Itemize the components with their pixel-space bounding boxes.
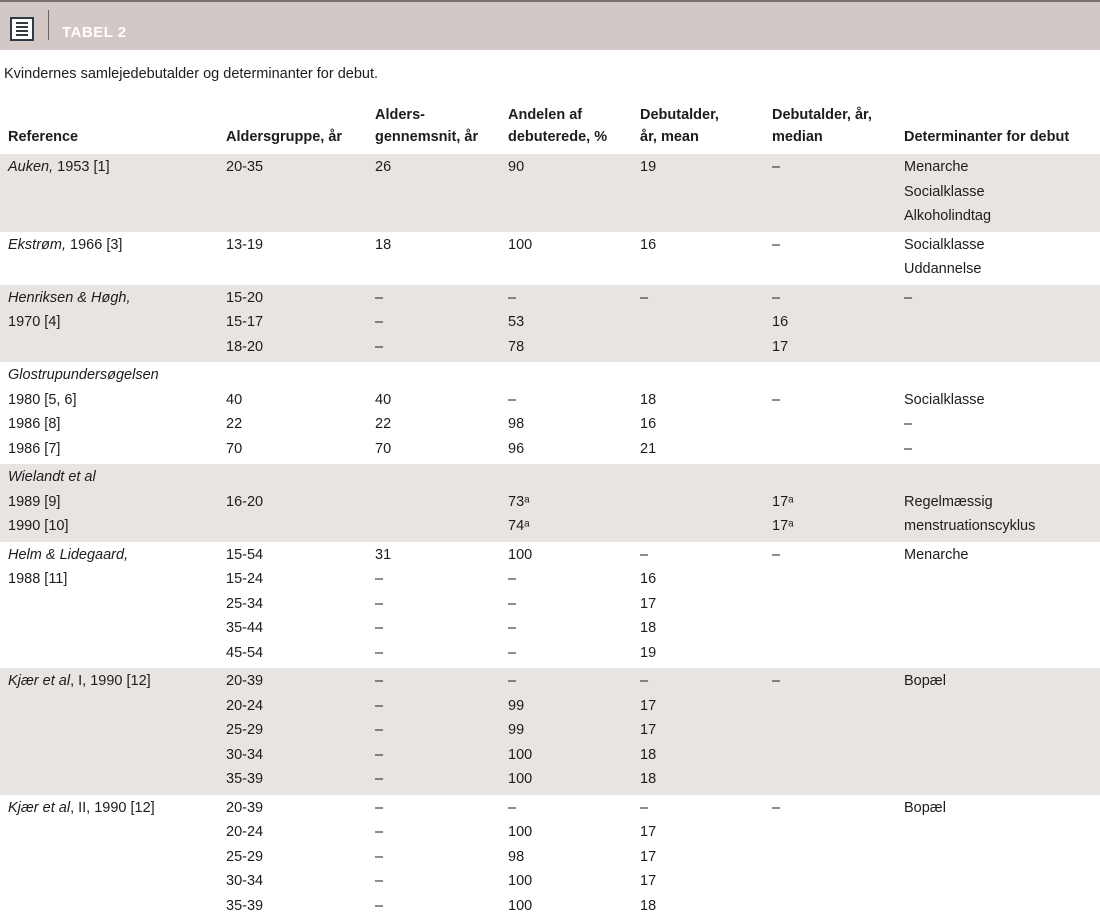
reference-author: Auken, bbox=[8, 159, 53, 175]
age-average-cell: 26 bbox=[375, 156, 391, 178]
reference-citation: 1980 [5, 6] bbox=[8, 392, 77, 408]
determinant-cell: Bopæl bbox=[904, 797, 946, 819]
age-group-cell: 35-39 bbox=[226, 895, 263, 917]
reference-cell bbox=[8, 413, 60, 435]
table-row-group bbox=[0, 285, 1100, 363]
debut-mean-cell: – bbox=[640, 670, 648, 692]
age-average-cell: 31 bbox=[375, 544, 391, 566]
reference-citation: , II, 1990 [12] bbox=[70, 800, 155, 816]
reference-cell bbox=[8, 364, 159, 386]
age-group-cell: 45-54 bbox=[226, 642, 263, 664]
debut-mean-cell: 18 bbox=[640, 895, 656, 917]
determinant-cell: Socialklasse bbox=[904, 234, 985, 256]
reference-cell bbox=[8, 156, 110, 178]
reference-author: Henriksen & Høgh, bbox=[8, 290, 131, 306]
debuted-share-cell: – bbox=[508, 287, 516, 309]
age-group-cell: 25-34 bbox=[226, 593, 263, 615]
table-row-group bbox=[0, 232, 1100, 285]
reference-cell bbox=[8, 670, 151, 692]
debut-median-cell: – bbox=[772, 797, 780, 819]
table-row-group bbox=[0, 542, 1100, 669]
age-average-cell: 40 bbox=[375, 389, 391, 411]
reference-citation: 1953 [1] bbox=[53, 159, 109, 175]
column-header-debut-mean: Debutalder, år, mean bbox=[640, 104, 719, 148]
age-group-cell: 15-54 bbox=[226, 544, 263, 566]
debut-mean-cell: 18 bbox=[640, 389, 656, 411]
age-average-cell: – bbox=[375, 695, 383, 717]
table-caption: Kvindernes samlejedebutalder og determinanter for debut. bbox=[4, 66, 378, 82]
debut-mean-cell: 17 bbox=[640, 593, 656, 615]
debut-mean-cell: 19 bbox=[640, 156, 656, 178]
table-header-bar bbox=[0, 0, 1100, 50]
reference-author: Wielandt et al bbox=[8, 469, 96, 485]
age-group-cell: 25-29 bbox=[226, 719, 263, 741]
age-group-cell: 70 bbox=[226, 438, 242, 460]
debuted-share-cell: 100 bbox=[508, 821, 532, 843]
debuted-share-cell: 99 bbox=[508, 719, 524, 741]
debuted-share-cell: – bbox=[508, 642, 516, 664]
reference-cell bbox=[8, 389, 77, 411]
reference-citation: 1986 [7] bbox=[8, 441, 60, 457]
debut-mean-cell: 17 bbox=[640, 719, 656, 741]
reference-cell bbox=[8, 797, 155, 819]
header-divider bbox=[48, 10, 49, 40]
table-row-group bbox=[0, 362, 1100, 464]
determinant-cell: Menarche bbox=[904, 156, 968, 178]
debut-mean-cell: 18 bbox=[640, 617, 656, 639]
table-row-group bbox=[0, 154, 1100, 232]
determinant-cell: menstruationscyklus bbox=[904, 515, 1035, 537]
reference-author: Kjær et al bbox=[8, 800, 70, 816]
reference-cell bbox=[8, 287, 131, 309]
debuted-share-cell: 100 bbox=[508, 895, 532, 917]
debuted-share-cell: 78 bbox=[508, 336, 524, 358]
reference-author: Glostrupundersøgelsen bbox=[8, 367, 159, 383]
table-row-group bbox=[0, 668, 1100, 795]
debut-median-cell: 16 bbox=[772, 311, 788, 333]
reference-cell bbox=[8, 544, 128, 566]
age-average-cell: – bbox=[375, 617, 383, 639]
debut-mean-cell: 18 bbox=[640, 768, 656, 790]
age-average-cell: – bbox=[375, 797, 383, 819]
reference-cell bbox=[8, 568, 67, 590]
age-group-cell: 35-39 bbox=[226, 768, 263, 790]
debut-median-cell: – bbox=[772, 234, 780, 256]
debuted-share-cell: 100 bbox=[508, 744, 532, 766]
table-title: TABEL 2 bbox=[62, 24, 127, 41]
determinant-cell: Socialklasse bbox=[904, 181, 985, 203]
debuted-share-cell: 98 bbox=[508, 413, 524, 435]
reference-citation: , I, 1990 [12] bbox=[70, 673, 151, 689]
age-group-cell: 20-24 bbox=[226, 695, 263, 717]
age-group-cell: 22 bbox=[226, 413, 242, 435]
determinant-cell: – bbox=[904, 413, 912, 435]
age-group-cell: 40 bbox=[226, 389, 242, 411]
reference-citation: 1988 [11] bbox=[8, 571, 67, 587]
determinant-cell: Alkoholindtag bbox=[904, 205, 991, 227]
age-group-cell: 25-29 bbox=[226, 846, 263, 868]
debuted-share-cell: 100 bbox=[508, 870, 532, 892]
age-average-cell: – bbox=[375, 719, 383, 741]
debut-mean-cell: 18 bbox=[640, 744, 656, 766]
debut-median-cell: – bbox=[772, 156, 780, 178]
age-average-cell: – bbox=[375, 870, 383, 892]
reference-cell bbox=[8, 491, 60, 513]
age-group-cell: 15-20 bbox=[226, 287, 263, 309]
reference-cell bbox=[8, 466, 96, 488]
column-header-reference: Reference bbox=[8, 126, 78, 148]
debut-median-cell: 17ᵃ bbox=[772, 515, 794, 537]
determinant-cell: Uddannelse bbox=[904, 258, 981, 280]
age-average-cell: – bbox=[375, 642, 383, 664]
age-average-cell: – bbox=[375, 287, 383, 309]
debut-mean-cell: 16 bbox=[640, 568, 656, 590]
reference-citation: 1990 [10] bbox=[8, 518, 68, 534]
reference-author: Helm & Lidegaard, bbox=[8, 547, 128, 563]
age-group-cell: 35-44 bbox=[226, 617, 263, 639]
age-group-cell: 20-39 bbox=[226, 670, 263, 692]
age-average-cell: – bbox=[375, 593, 383, 615]
debut-median-cell: – bbox=[772, 544, 780, 566]
age-average-cell: – bbox=[375, 670, 383, 692]
reference-citation: 1970 [4] bbox=[8, 314, 60, 330]
reference-cell bbox=[8, 311, 60, 333]
debut-mean-cell: – bbox=[640, 544, 648, 566]
debuted-share-cell: – bbox=[508, 797, 516, 819]
reference-cell bbox=[8, 234, 122, 256]
debut-mean-cell: 16 bbox=[640, 413, 656, 435]
age-average-cell: – bbox=[375, 821, 383, 843]
age-average-cell: – bbox=[375, 311, 383, 333]
table-row-group bbox=[0, 464, 1100, 542]
debut-median-cell: – bbox=[772, 287, 780, 309]
column-header-debut-median: Debutalder, år, median bbox=[772, 104, 872, 148]
debuted-share-cell: 100 bbox=[508, 234, 532, 256]
debut-mean-cell: 19 bbox=[640, 642, 656, 664]
age-average-cell: – bbox=[375, 846, 383, 868]
age-average-cell: – bbox=[375, 768, 383, 790]
age-group-cell: 15-17 bbox=[226, 311, 263, 333]
reference-cell bbox=[8, 438, 60, 460]
column-header-debuted-share: Andelen af debuterede, % bbox=[508, 104, 607, 148]
debut-mean-cell: – bbox=[640, 287, 648, 309]
debuted-share-cell: 73ᵃ bbox=[508, 491, 530, 513]
debuted-share-cell: 74ᵃ bbox=[508, 515, 530, 537]
debuted-share-cell: – bbox=[508, 617, 516, 639]
debut-mean-cell: – bbox=[640, 797, 648, 819]
debut-mean-cell: 17 bbox=[640, 846, 656, 868]
determinant-cell: Menarche bbox=[904, 544, 968, 566]
age-group-cell: 20-35 bbox=[226, 156, 263, 178]
age-average-cell: 22 bbox=[375, 413, 391, 435]
age-group-cell: 20-24 bbox=[226, 821, 263, 843]
age-group-cell: 20-39 bbox=[226, 797, 263, 819]
debut-mean-cell: 17 bbox=[640, 870, 656, 892]
age-average-cell: 70 bbox=[375, 438, 391, 460]
column-headers bbox=[0, 108, 1100, 152]
age-average-cell: – bbox=[375, 895, 383, 917]
debuted-share-cell: 100 bbox=[508, 544, 532, 566]
debut-mean-cell: 17 bbox=[640, 821, 656, 843]
reference-author: Ekstrøm, bbox=[8, 237, 66, 253]
determinant-cell: Socialklasse bbox=[904, 389, 985, 411]
debuted-share-cell: 90 bbox=[508, 156, 524, 178]
reference-citation: 1989 [9] bbox=[8, 494, 60, 510]
debuted-share-cell: 96 bbox=[508, 438, 524, 460]
age-group-cell: 18-20 bbox=[226, 336, 263, 358]
debut-median-cell: 17ᵃ bbox=[772, 491, 794, 513]
column-header-determinants: Determinanter for debut bbox=[904, 126, 1069, 148]
document-icon bbox=[10, 17, 34, 41]
debut-mean-cell: 21 bbox=[640, 438, 656, 460]
debuted-share-cell: 99 bbox=[508, 695, 524, 717]
age-average-cell: – bbox=[375, 336, 383, 358]
reference-author: Kjær et al bbox=[8, 673, 70, 689]
determinant-cell: – bbox=[904, 287, 912, 309]
reference-citation: 1986 [8] bbox=[8, 416, 60, 432]
age-group-cell: 15-24 bbox=[226, 568, 263, 590]
debuted-share-cell: – bbox=[508, 593, 516, 615]
age-average-cell: – bbox=[375, 568, 383, 590]
debuted-share-cell: 100 bbox=[508, 768, 532, 790]
reference-citation: 1966 [3] bbox=[66, 237, 122, 253]
age-average-cell: – bbox=[375, 744, 383, 766]
column-header-age-group: Aldersgruppe, år bbox=[226, 126, 342, 148]
age-group-cell: 13-19 bbox=[226, 234, 263, 256]
debut-median-cell: – bbox=[772, 670, 780, 692]
table-row-group bbox=[0, 795, 1100, 921]
determinant-cell: Bopæl bbox=[904, 670, 946, 692]
debut-median-cell: – bbox=[772, 389, 780, 411]
age-group-cell: 30-34 bbox=[226, 744, 263, 766]
determinant-cell: – bbox=[904, 438, 912, 460]
debuted-share-cell: 53 bbox=[508, 311, 524, 333]
debuted-share-cell: 98 bbox=[508, 846, 524, 868]
debuted-share-cell: – bbox=[508, 389, 516, 411]
age-group-cell: 16-20 bbox=[226, 491, 263, 513]
age-group-cell: 30-34 bbox=[226, 870, 263, 892]
determinant-cell: Regelmæssig bbox=[904, 491, 993, 513]
reference-cell bbox=[8, 515, 68, 537]
debut-mean-cell: 16 bbox=[640, 234, 656, 256]
debuted-share-cell: – bbox=[508, 568, 516, 590]
debut-mean-cell: 17 bbox=[640, 695, 656, 717]
age-average-cell: 18 bbox=[375, 234, 391, 256]
debut-median-cell: 17 bbox=[772, 336, 788, 358]
debuted-share-cell: – bbox=[508, 670, 516, 692]
column-header-age-average: Alders- gennemsnit, år bbox=[375, 104, 478, 148]
